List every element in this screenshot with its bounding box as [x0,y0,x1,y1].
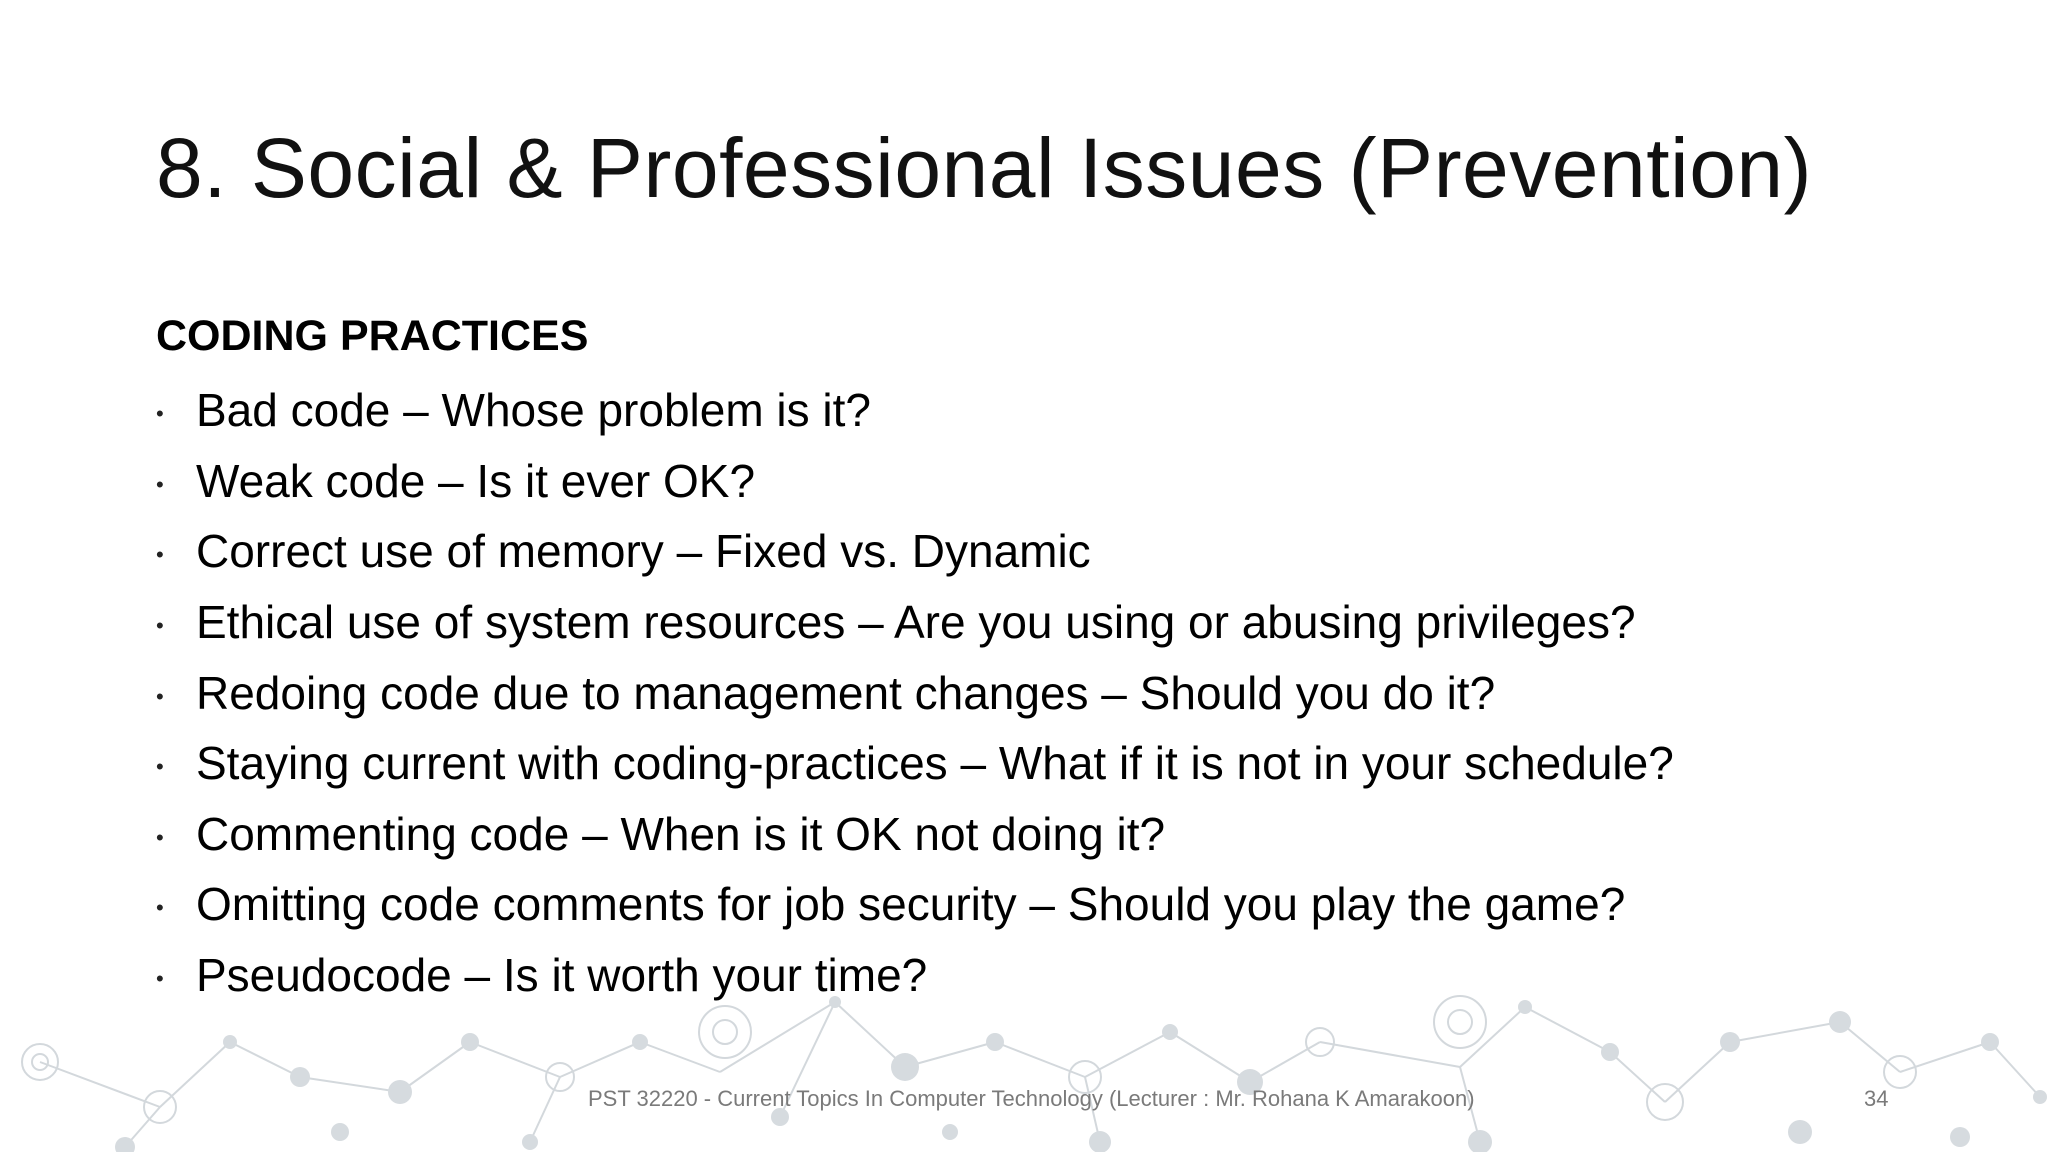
list-item [156,940,1674,1011]
bullet-text: Omitting code comments for job security – Should you play the game? [196,878,1626,931]
list-item [156,516,1674,587]
bullet-text: Redoing code due to management changes – Should you do it? [196,666,1496,719]
footer-text: PST 32220 - Current Topics In Computer Technology (Lecturer : Mr. Rohana K Amarakoon) [588,1086,1475,1111]
bullet-icon: • [156,895,164,921]
bullet-icon: • [156,542,164,568]
bullet-text: Correct use of memory – Fixed vs. Dynamic [196,525,1091,578]
bullet-icon: • [156,613,164,639]
section-heading: CODING PRACTICES [156,312,589,360]
bullet-text: Staying current with coding-practices – What if it is not in your schedule? [196,737,1674,790]
slide-title: 8. Social & Professional Issues (Prevention) [156,121,1813,215]
list-item [156,657,1674,728]
bullet-text: Bad code – Whose problem is it? [196,384,872,437]
list-item [156,375,1674,446]
bullet-text: Weak code – Is it ever OK? [196,454,756,507]
list-item [156,728,1674,799]
bullet-text: Commenting code – When is it OK not doing it? [196,807,1166,860]
bullet-text: Pseudocode – Is it worth your time? [196,949,928,1002]
bullet-icon: • [156,401,164,427]
page-number: 34 [1864,1086,1889,1111]
bullet-list [156,375,1674,1010]
bullet-text: Ethical use of system resources – Are you using or abusing privileges? [196,596,1636,649]
list-item [156,799,1674,870]
bullet-icon: • [156,471,164,497]
list-item [156,446,1674,517]
bullet-icon: • [156,966,164,992]
bullet-icon: • [156,754,164,780]
bullet-icon: • [156,683,164,709]
bullet-icon: • [156,824,164,850]
list-item [156,869,1674,940]
list-item [156,587,1674,658]
